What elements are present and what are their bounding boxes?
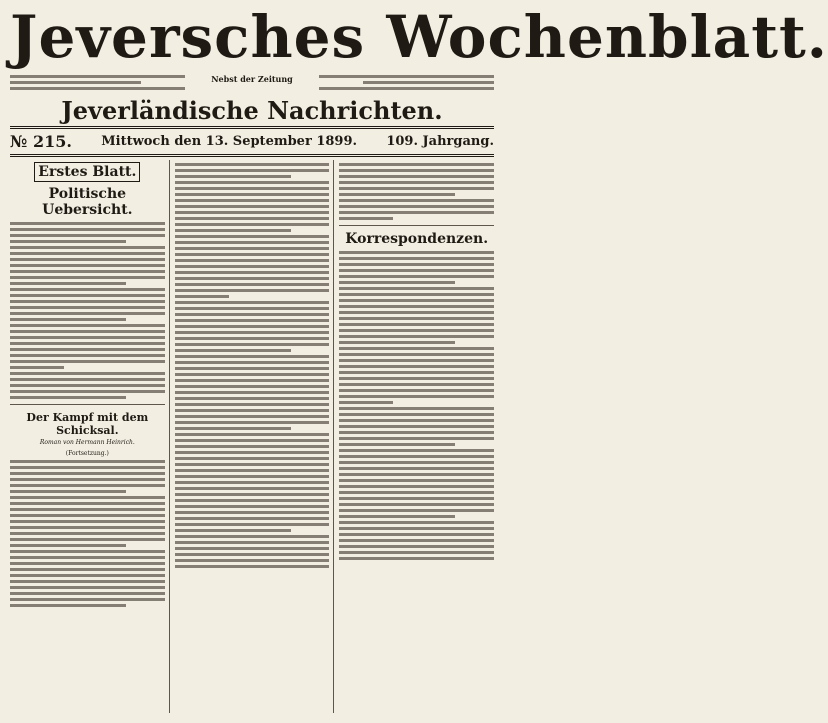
masthead-right-notice bbox=[319, 72, 494, 93]
issue-number: № 215. bbox=[10, 131, 72, 151]
politics-heading: Politische Uebersicht. bbox=[42, 186, 133, 218]
issue-date: Mittwoch den 13. September 1899. bbox=[101, 133, 358, 149]
top-rule bbox=[10, 126, 494, 129]
correspondence-heading: Korrespondenzen. bbox=[345, 231, 489, 247]
correspondence-text bbox=[339, 251, 494, 560]
middle-text bbox=[175, 163, 330, 568]
masthead-mid-label: Nebst der Zeitung bbox=[211, 74, 293, 84]
article-columns bbox=[10, 160, 494, 713]
issue-year: 109. Jahrgang. bbox=[386, 133, 494, 149]
left-column bbox=[10, 160, 165, 713]
middle-column bbox=[175, 160, 330, 713]
right-top-text bbox=[339, 163, 494, 220]
bottom-rule bbox=[10, 154, 494, 157]
politics-text bbox=[10, 222, 165, 399]
masthead-subtitle: Jeverländische Nachrichten. bbox=[61, 96, 443, 125]
masthead-subline bbox=[10, 72, 494, 98]
novel-text bbox=[10, 460, 165, 607]
novel-title: Der Kampf mit dem Schicksal. bbox=[26, 411, 149, 437]
novel-part: (Fortsetzung.) bbox=[65, 450, 109, 457]
masthead-left-notice bbox=[10, 72, 185, 93]
first-leaf-heading: Erstes Blatt. bbox=[10, 162, 165, 182]
right-column bbox=[339, 160, 494, 713]
novel-author: Roman von Hermann Heinrich. bbox=[39, 439, 135, 446]
issue-line bbox=[10, 130, 494, 152]
masthead bbox=[10, 3, 828, 98]
masthead-title: Jeversches Wochenblatt. bbox=[10, 3, 828, 71]
